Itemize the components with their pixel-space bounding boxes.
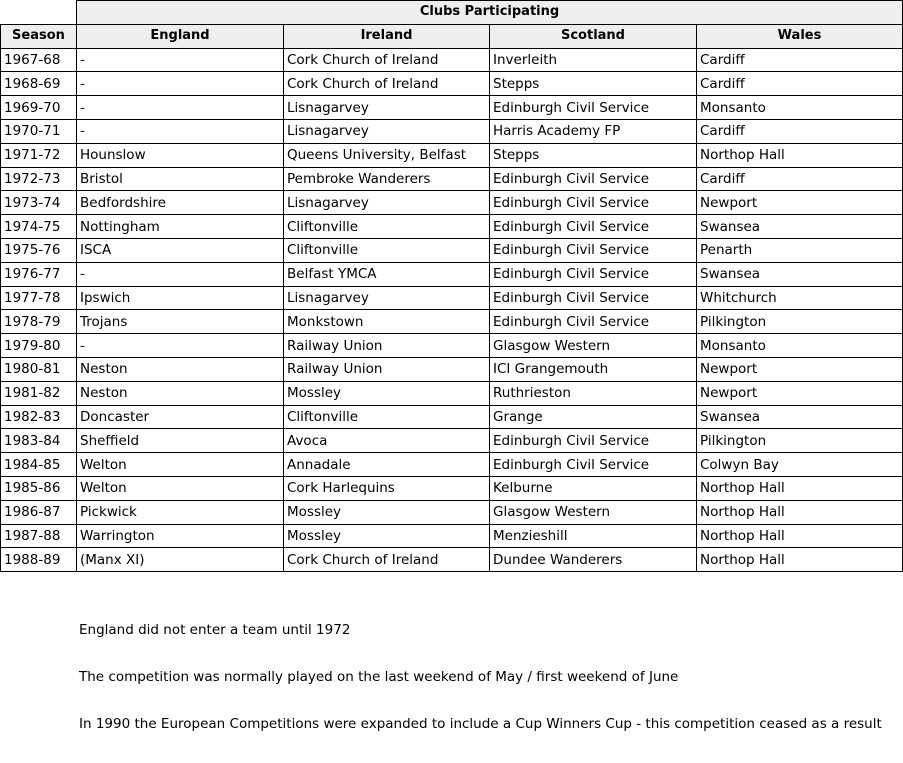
scotland-cell: Harris Academy FP — [490, 119, 697, 143]
table-row — [1, 310, 903, 334]
scotland-cell: Dundee Wanderers — [490, 548, 697, 572]
table-row — [1, 524, 903, 548]
scotland-cell: Edinburgh Civil Service — [490, 453, 697, 477]
england-cell: Doncaster — [77, 405, 284, 429]
england-cell: - — [77, 96, 284, 120]
table-row — [1, 500, 903, 524]
scotland-column-header: Scotland — [490, 24, 697, 48]
season-cell: 1967-68 — [1, 48, 77, 72]
ireland-cell: Pembroke Wanderers — [284, 167, 490, 191]
season-cell: 1987-88 — [1, 524, 77, 548]
table-row — [1, 357, 903, 381]
england-cell: ISCA — [77, 238, 284, 262]
england-cell: Welton — [77, 453, 284, 477]
ireland-cell: Belfast YMCA — [284, 262, 490, 286]
england-cell: Nottingham — [77, 215, 284, 239]
season-cell: 1972-73 — [1, 167, 77, 191]
season-cell: 1975-76 — [1, 238, 77, 262]
table-row — [1, 405, 903, 429]
table-row — [1, 119, 903, 143]
ireland-cell: Mossley — [284, 381, 490, 405]
scotland-cell: Inverleith — [490, 48, 697, 72]
season-cell: 1984-85 — [1, 453, 77, 477]
wales-cell: Northop Hall — [697, 524, 903, 548]
wales-cell: Cardiff — [697, 48, 903, 72]
wales-cell: Swansea — [697, 215, 903, 239]
blank-corner-cell — [1, 1, 77, 25]
ireland-cell: Lisnagarvey — [284, 119, 490, 143]
season-cell: 1974-75 — [1, 215, 77, 239]
ireland-cell: Lisnagarvey — [284, 191, 490, 215]
scotland-cell: Stepps — [490, 72, 697, 96]
scotland-cell: Edinburgh Civil Service — [490, 215, 697, 239]
wales-cell: Cardiff — [697, 72, 903, 96]
england-cell: Warrington — [77, 524, 284, 548]
table-row — [1, 215, 903, 239]
scotland-cell: Glasgow Western — [490, 500, 697, 524]
wales-cell: Whitchurch — [697, 286, 903, 310]
wales-cell: Cardiff — [697, 167, 903, 191]
table-row — [1, 238, 903, 262]
england-cell: Sheffield — [77, 429, 284, 453]
scotland-cell: ICI Grangemouth — [490, 357, 697, 381]
table-row — [1, 48, 903, 72]
england-cell: Ipswich — [77, 286, 284, 310]
table-row — [1, 286, 903, 310]
column-header-row — [1, 24, 903, 48]
england-cell: Neston — [77, 357, 284, 381]
wales-cell: Pilkington — [697, 310, 903, 334]
wales-cell: Monsanto — [697, 334, 903, 358]
wales-cell: Northop Hall — [697, 476, 903, 500]
england-cell: Bedfordshire — [77, 191, 284, 215]
scotland-cell: Edinburgh Civil Service — [490, 310, 697, 334]
ireland-cell: Railway Union — [284, 334, 490, 358]
wales-cell: Cardiff — [697, 119, 903, 143]
season-cell: 1985-86 — [1, 476, 77, 500]
season-cell: 1973-74 — [1, 191, 77, 215]
ireland-cell: Cork Church of Ireland — [284, 72, 490, 96]
ireland-cell: Lisnagarvey — [284, 96, 490, 120]
season-cell: 1988-89 — [1, 548, 77, 572]
scotland-cell: Glasgow Western — [490, 334, 697, 358]
table-row — [1, 167, 903, 191]
england-cell: - — [77, 262, 284, 286]
england-cell: Neston — [77, 381, 284, 405]
table-row — [1, 191, 903, 215]
wales-column-header: Wales — [697, 24, 903, 48]
scotland-cell: Edinburgh Civil Service — [490, 429, 697, 453]
ireland-cell: Monkstown — [284, 310, 490, 334]
table-row — [1, 262, 903, 286]
season-cell: 1971-72 — [1, 143, 77, 167]
wales-cell: Swansea — [697, 405, 903, 429]
scotland-cell: Edinburgh Civil Service — [490, 167, 697, 191]
season-cell: 1986-87 — [1, 500, 77, 524]
england-cell: - — [77, 72, 284, 96]
wales-cell: Newport — [697, 381, 903, 405]
england-cell: Trojans — [77, 310, 284, 334]
table-row — [1, 381, 903, 405]
england-cell: - — [77, 119, 284, 143]
wales-cell: Newport — [697, 191, 903, 215]
scotland-cell: Stepps — [490, 143, 697, 167]
season-cell: 1968-69 — [1, 72, 77, 96]
season-cell: 1978-79 — [1, 310, 77, 334]
clubs-participating-header: Clubs Participating — [77, 1, 903, 25]
england-cell: Hounslow — [77, 143, 284, 167]
wales-cell: Northop Hall — [697, 548, 903, 572]
season-cell: 1982-83 — [1, 405, 77, 429]
ireland-cell: Avoca — [284, 429, 490, 453]
season-cell: 1970-71 — [1, 119, 77, 143]
note-competition-ceased: In 1990 the European Competitions were expanded to include a Cup Winners Cup - this competition ceased as a result — [79, 716, 882, 732]
table-body — [1, 48, 903, 572]
season-cell: 1977-78 — [1, 286, 77, 310]
table-row — [1, 548, 903, 572]
group-header-row — [1, 1, 903, 25]
scotland-cell: Menzieshill — [490, 524, 697, 548]
season-cell: 1981-82 — [1, 381, 77, 405]
season-cell: 1980-81 — [1, 357, 77, 381]
ireland-cell: Mossley — [284, 524, 490, 548]
england-cell: - — [77, 48, 284, 72]
scotland-cell: Edinburgh Civil Service — [490, 262, 697, 286]
scotland-cell: Edinburgh Civil Service — [490, 191, 697, 215]
england-cell: Welton — [77, 476, 284, 500]
ireland-cell: Mossley — [284, 500, 490, 524]
table-row — [1, 143, 903, 167]
england-cell: - — [77, 334, 284, 358]
note-competition-timing: The competition was normally played on the last weekend of May / first weekend of June — [79, 669, 679, 685]
wales-cell: Northop Hall — [697, 500, 903, 524]
table-row — [1, 72, 903, 96]
season-cell: 1969-70 — [1, 96, 77, 120]
ireland-cell: Cliftonville — [284, 405, 490, 429]
england-column-header: England — [77, 24, 284, 48]
note-england-entry: England did not enter a team until 1972 — [79, 622, 351, 638]
season-cell: 1976-77 — [1, 262, 77, 286]
ireland-cell: Cliftonville — [284, 238, 490, 262]
ireland-cell: Cork Church of Ireland — [284, 48, 490, 72]
england-cell: Pickwick — [77, 500, 284, 524]
scotland-cell: Kelburne — [490, 476, 697, 500]
season-cell: 1979-80 — [1, 334, 77, 358]
wales-cell: Northop Hall — [697, 143, 903, 167]
ireland-column-header: Ireland — [284, 24, 490, 48]
ireland-cell: Lisnagarvey — [284, 286, 490, 310]
table-row — [1, 476, 903, 500]
scotland-cell: Edinburgh Civil Service — [490, 96, 697, 120]
wales-cell: Swansea — [697, 262, 903, 286]
season-column-header: Season — [1, 24, 77, 48]
ireland-cell: Queens University, Belfast — [284, 143, 490, 167]
notes-section — [79, 622, 882, 763]
ireland-cell: Cork Harlequins — [284, 476, 490, 500]
ireland-cell: Cork Church of Ireland — [284, 548, 490, 572]
wales-cell: Penarth — [697, 238, 903, 262]
season-cell: 1983-84 — [1, 429, 77, 453]
table-row — [1, 453, 903, 477]
wales-cell: Pilkington — [697, 429, 903, 453]
england-cell: (Manx XI) — [77, 548, 284, 572]
wales-cell: Monsanto — [697, 96, 903, 120]
scotland-cell: Edinburgh Civil Service — [490, 238, 697, 262]
scotland-cell: Edinburgh Civil Service — [490, 286, 697, 310]
ireland-cell: Railway Union — [284, 357, 490, 381]
ireland-cell: Cliftonville — [284, 215, 490, 239]
wales-cell: Newport — [697, 357, 903, 381]
table-row — [1, 429, 903, 453]
table-row — [1, 334, 903, 358]
england-cell: Bristol — [77, 167, 284, 191]
table-row — [1, 96, 903, 120]
scotland-cell: Ruthrieston — [490, 381, 697, 405]
ireland-cell: Annadale — [284, 453, 490, 477]
wales-cell: Colwyn Bay — [697, 453, 903, 477]
scotland-cell: Grange — [490, 405, 697, 429]
